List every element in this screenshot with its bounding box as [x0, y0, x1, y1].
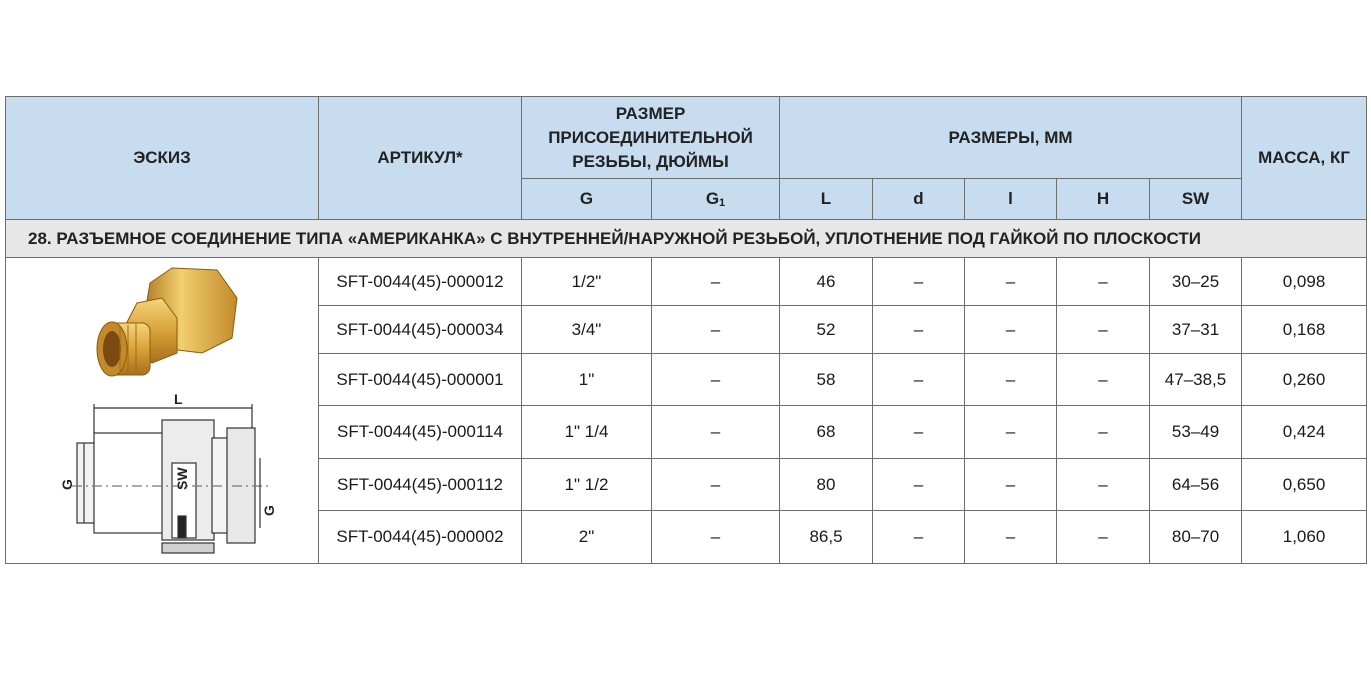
- cell-sw: 37–31: [1150, 306, 1242, 354]
- cell-article: SFT-0044(45)-000001: [319, 354, 522, 406]
- cell-l-lower: –: [965, 511, 1057, 564]
- header-thread-size: РАЗМЕР ПРИСОЕДИНИТЕЛЬНОЙ РЕЗЬБЫ, ДЮЙМЫ: [522, 97, 780, 179]
- table-row: [6, 258, 1367, 306]
- fitting-sketch: [12, 258, 312, 558]
- cell-article: SFT-0044(45)-000112: [319, 459, 522, 511]
- cell-g: 1": [522, 354, 652, 406]
- header-mass: МАССА, КГ: [1242, 97, 1367, 220]
- cell-g1: –: [652, 306, 780, 354]
- cell-sw: 80–70: [1150, 511, 1242, 564]
- header-row-1: [6, 97, 1367, 179]
- cell-h: –: [1057, 258, 1150, 306]
- cell-article: SFT-0044(45)-000114: [319, 406, 522, 459]
- cell-l-lower: –: [965, 354, 1057, 406]
- cell-mass: 0,260: [1242, 354, 1367, 406]
- cell-h: –: [1057, 459, 1150, 511]
- cell-l-upper: 80: [780, 459, 873, 511]
- section-row: [6, 220, 1367, 258]
- cell-article: SFT-0044(45)-000034: [319, 306, 522, 354]
- label-sw: SW: [174, 467, 190, 490]
- cell-mass: 0,098: [1242, 258, 1367, 306]
- header-sketch: ЭСКИЗ: [6, 97, 319, 220]
- header-article: АРТИКУЛ*: [319, 97, 522, 220]
- cell-l-lower: –: [965, 258, 1057, 306]
- cell-g1: –: [652, 354, 780, 406]
- cell-g: 1" 1/4: [522, 406, 652, 459]
- label-length: L: [174, 391, 183, 407]
- header-col-h: H: [1057, 179, 1150, 220]
- cell-h: –: [1057, 406, 1150, 459]
- fitting-drawing: [72, 404, 272, 553]
- cell-d: –: [873, 406, 965, 459]
- header-col-d: d: [873, 179, 965, 220]
- cell-l-lower: –: [965, 306, 1057, 354]
- cell-l-upper: 68: [780, 406, 873, 459]
- header-col-l-lower: l: [965, 179, 1057, 220]
- sketch-cell: [6, 258, 319, 564]
- cell-sw: 30–25: [1150, 258, 1242, 306]
- cell-mass: 0,424: [1242, 406, 1367, 459]
- fitting-photo: [97, 268, 237, 376]
- header-dimensions: РАЗМЕРЫ, ММ: [780, 97, 1242, 179]
- cell-g1: –: [652, 406, 780, 459]
- cell-l-upper: 58: [780, 354, 873, 406]
- spec-table: [5, 96, 1367, 564]
- cell-sw: 53–49: [1150, 406, 1242, 459]
- header-col-l-upper: L: [780, 179, 873, 220]
- cell-article: SFT-0044(45)-000002: [319, 511, 522, 564]
- cell-sw: 64–56: [1150, 459, 1242, 511]
- section-title: 28. РАЗЪЕМНОЕ СОЕДИНЕНИЕ ТИПА «АМЕРИКАНКА» С ВНУТРЕННЕЙ/НАРУЖНОЙ РЕЗЬБОЙ, УПЛОТНЕНИЕ ПОД ГАЙКОЙ ПО ПЛОСКОСТИ: [6, 220, 1367, 258]
- cell-g: 3/4": [522, 306, 652, 354]
- header-col-g: G: [522, 179, 652, 220]
- header-col-g1-sub: 1: [719, 197, 726, 209]
- cell-l-lower: –: [965, 459, 1057, 511]
- cell-d: –: [873, 306, 965, 354]
- cell-h: –: [1057, 354, 1150, 406]
- cell-sw: 47–38,5: [1150, 354, 1242, 406]
- cell-d: –: [873, 258, 965, 306]
- cell-g: 2": [522, 511, 652, 564]
- cell-l-upper: 86,5: [780, 511, 873, 564]
- cell-l-upper: 46: [780, 258, 873, 306]
- label-g-right: G: [261, 505, 277, 516]
- header-col-g1-base: G: [705, 189, 720, 208]
- cell-g1: –: [652, 459, 780, 511]
- cell-g: 1/2": [522, 258, 652, 306]
- cell-mass: 0,168: [1242, 306, 1367, 354]
- cell-g: 1" 1/2: [522, 459, 652, 511]
- cell-g1: –: [652, 258, 780, 306]
- cell-article: SFT-0044(45)-000012: [319, 258, 522, 306]
- cell-d: –: [873, 459, 965, 511]
- cell-h: –: [1057, 511, 1150, 564]
- cell-g1: –: [652, 511, 780, 564]
- cell-l-lower: –: [965, 406, 1057, 459]
- cell-d: –: [873, 354, 965, 406]
- cell-l-upper: 52: [780, 306, 873, 354]
- header-col-sw: SW: [1150, 179, 1242, 220]
- header-col-g1: [652, 179, 780, 220]
- cell-d: –: [873, 511, 965, 564]
- cell-h: –: [1057, 306, 1150, 354]
- label-g-left: G: [59, 479, 75, 490]
- cell-mass: 0,650: [1242, 459, 1367, 511]
- cell-mass: 1,060: [1242, 511, 1367, 564]
